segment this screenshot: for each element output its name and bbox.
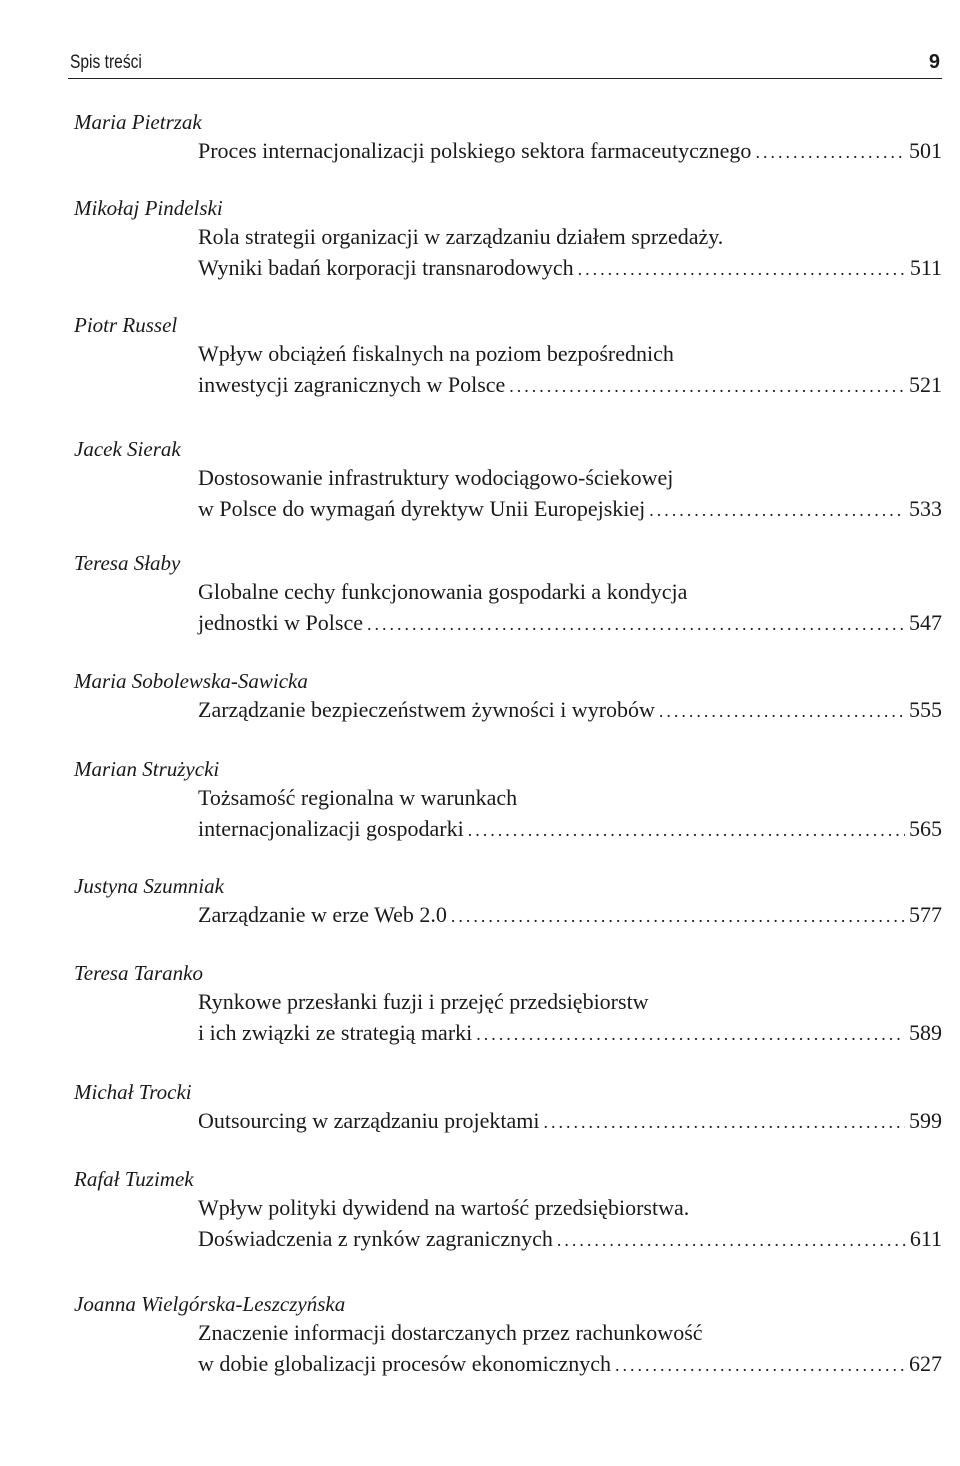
entry-title-line: Wpływ obciążeń fiskalnych na poziom bezpośrednich: [198, 341, 674, 366]
dot-leader: [468, 815, 905, 845]
entry-title-line: [198, 1349, 942, 1379]
entry-author: Maria Sobolewska-Sawicka: [74, 669, 308, 693]
entry-title-line: [198, 370, 942, 400]
entry-page-number: 611: [909, 1226, 942, 1251]
entry-page-number: 501: [909, 138, 942, 163]
entry-title-line: Rola strategii organizacji w zarządzaniu działem sprzedaży.: [198, 224, 724, 249]
entry-page-number: 533: [909, 496, 942, 521]
entry-title-line: [198, 814, 942, 844]
entry-author: Teresa Taranko: [74, 961, 203, 985]
entry-author: Maria Pietrzak: [74, 110, 202, 134]
entry-title-text: internacjonalizacji gospodarki: [198, 816, 464, 841]
entry-page-number: 565: [909, 816, 942, 841]
entry-title-line: Globalne cechy funkcjonowania gospodarki a kondycja: [198, 579, 688, 604]
entry-author: Mikołaj Pindelski: [74, 196, 223, 220]
entry-title-line: [198, 136, 942, 166]
entry-page-number: 627: [909, 1351, 942, 1376]
entry-title-line: Rynkowe przesłanki fuzji i przejęć przedsiębiorstw: [198, 989, 649, 1014]
entry-title-line: [198, 494, 942, 524]
entry-title-line: Tożsamość regionalna w warunkach: [198, 785, 518, 810]
entry-page-number: 577: [909, 902, 942, 927]
dot-leader: [659, 696, 905, 726]
entry-page-number: 547: [909, 610, 942, 635]
entry-author: Teresa Słaby: [74, 551, 181, 575]
dot-leader: [615, 1350, 905, 1380]
entry-title-text: w dobie globalizacji procesów ekonomicznych: [198, 1351, 611, 1376]
entry-title-text: inwestycji zagranicznych w Polsce: [198, 372, 506, 397]
dot-leader: [367, 609, 905, 639]
entry-page-number: 521: [909, 372, 942, 397]
entry-title-text: Wyniki badań korporacji transnarodowych: [198, 255, 574, 280]
dot-leader: [509, 371, 905, 401]
entry-page-number: 599: [909, 1108, 942, 1133]
entry-author: Joanna Wielgórska-Leszczyńska: [74, 1292, 346, 1316]
entry-title-text: Zarządzanie bezpieczeństwem żywności i wyrobów: [198, 697, 655, 722]
entry-author: Piotr Russel: [74, 313, 178, 337]
entry-title-text: Proces internacjonalizacji polskiego sektora farmaceutycznego: [198, 138, 752, 163]
running-header: [68, 44, 942, 79]
dot-leader: [557, 1225, 906, 1255]
entry-title-line: [198, 900, 942, 930]
entry-title-line: [198, 1224, 942, 1254]
entry-page-number: 589: [909, 1020, 942, 1045]
entry-title-line: [198, 1018, 942, 1048]
dot-leader: [543, 1107, 905, 1137]
entry-title-line: Dostosowanie infrastruktury wodociągowo-ściekowej: [198, 465, 674, 490]
entry-title-line: Znaczenie informacji dostarczanych przez rachunkowość: [198, 1320, 703, 1345]
dot-leader: [755, 137, 905, 167]
entry-title-line: [198, 253, 942, 283]
entry-title-text: Zarządzanie w erze Web 2.0: [198, 902, 447, 927]
dot-leader: [578, 254, 906, 284]
entry-title-line: [198, 608, 942, 638]
entry-title-line: [198, 1106, 942, 1136]
entry-title-line: Wpływ polityki dywidend na wartość przedsiębiorstwa.: [198, 1195, 690, 1220]
entry-page-number: 511: [909, 255, 942, 280]
entry-title-text: Outsourcing w zarządzaniu projektami: [198, 1108, 540, 1133]
entry-title-text: Doświadczenia z rynków zagranicznych: [198, 1226, 553, 1251]
entry-author: Michał Trocki: [74, 1080, 192, 1104]
entry-author: Jacek Sierak: [74, 437, 181, 461]
entry-author: Marian Strużycki: [74, 757, 220, 781]
dot-leader: [451, 901, 905, 931]
running-header-page-number: 9: [928, 51, 940, 73]
entry-page-number: 555: [909, 697, 942, 722]
entry-title-line: [198, 695, 942, 725]
entry-title-text: jednostki w Polsce: [198, 610, 363, 635]
entry-author: Rafał Tuzimek: [74, 1167, 194, 1191]
dot-leader: [649, 495, 905, 525]
entry-title-text: w Polsce do wymagań dyrektyw Unii Europejskiej: [198, 496, 646, 521]
entry-author: Justyna Szumniak: [74, 874, 224, 898]
running-header-section: Spis treści: [70, 52, 142, 73]
dot-leader: [476, 1019, 905, 1049]
entry-title-text: i ich związki ze strategią marki: [198, 1020, 473, 1045]
